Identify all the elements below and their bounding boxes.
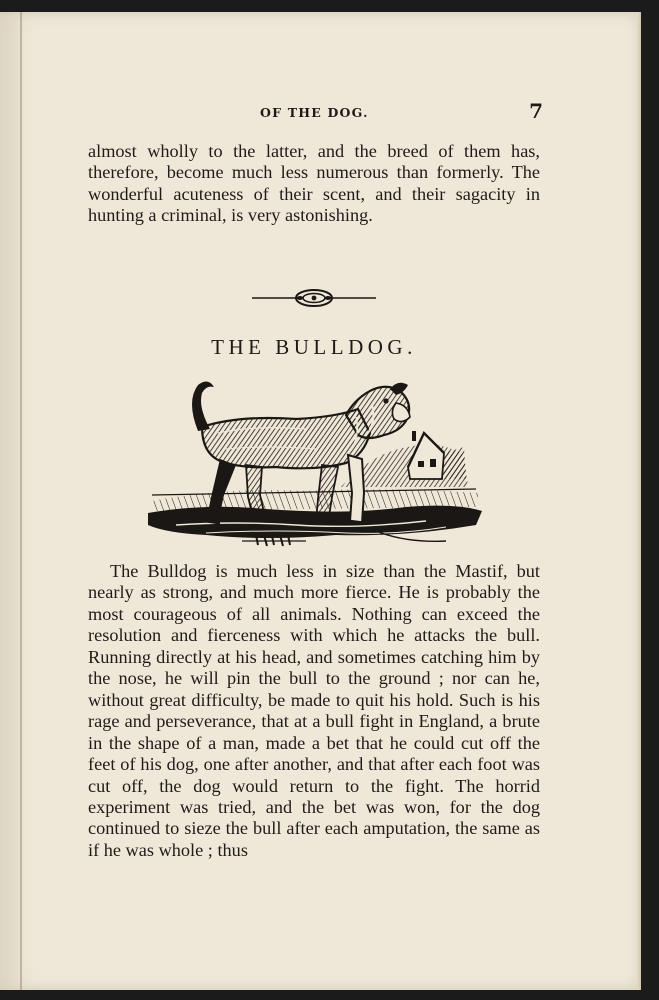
running-title: OF THE DOG. <box>260 105 369 120</box>
book-page <box>0 12 641 990</box>
top-paragraph-text: almost wholly to the latter, and the breed of them has, therefore, become much less numerous than formerly. The wonderful acuteness of their scent, and their sagacity in hunting a criminal, is very astonishing. <box>88 141 540 226</box>
fleuron-ornament-icon <box>250 288 378 308</box>
bottom-paragraph-text: The Bulldog is much less in size than the Mastif, but nearly as strong, and much more fierce. He is probably the most courageous of all animals. Nothing can exceed the resolution and fierceness with which he attacks the bull. Running directly at his head, and sometimes catching him by the nose, he will pin the bull to the ground ; nor can he, without great difficulty, be made to quit his hold. Such is his rage and perseverance, that at a bull fight in England, a brute in the shape of a man, made a bet that he could cut off the feet of his dog, one after another, and that after each foot was cut off, the dog would return to the fight. The horrid experiment was tried, and the bet was won, for the dog continued to sieze the bull after each amputation, the same as if he was whole ; thus <box>88 561 540 860</box>
top-paragraph <box>88 141 540 227</box>
section-heading: THE BULLDOG. <box>211 335 417 359</box>
page-number: 7 <box>529 99 543 123</box>
bottom-paragraph <box>88 561 540 861</box>
bulldog-woodcut-icon <box>146 375 484 553</box>
running-head <box>88 95 543 129</box>
gutter-line <box>20 12 22 990</box>
page-edge <box>637 12 641 990</box>
